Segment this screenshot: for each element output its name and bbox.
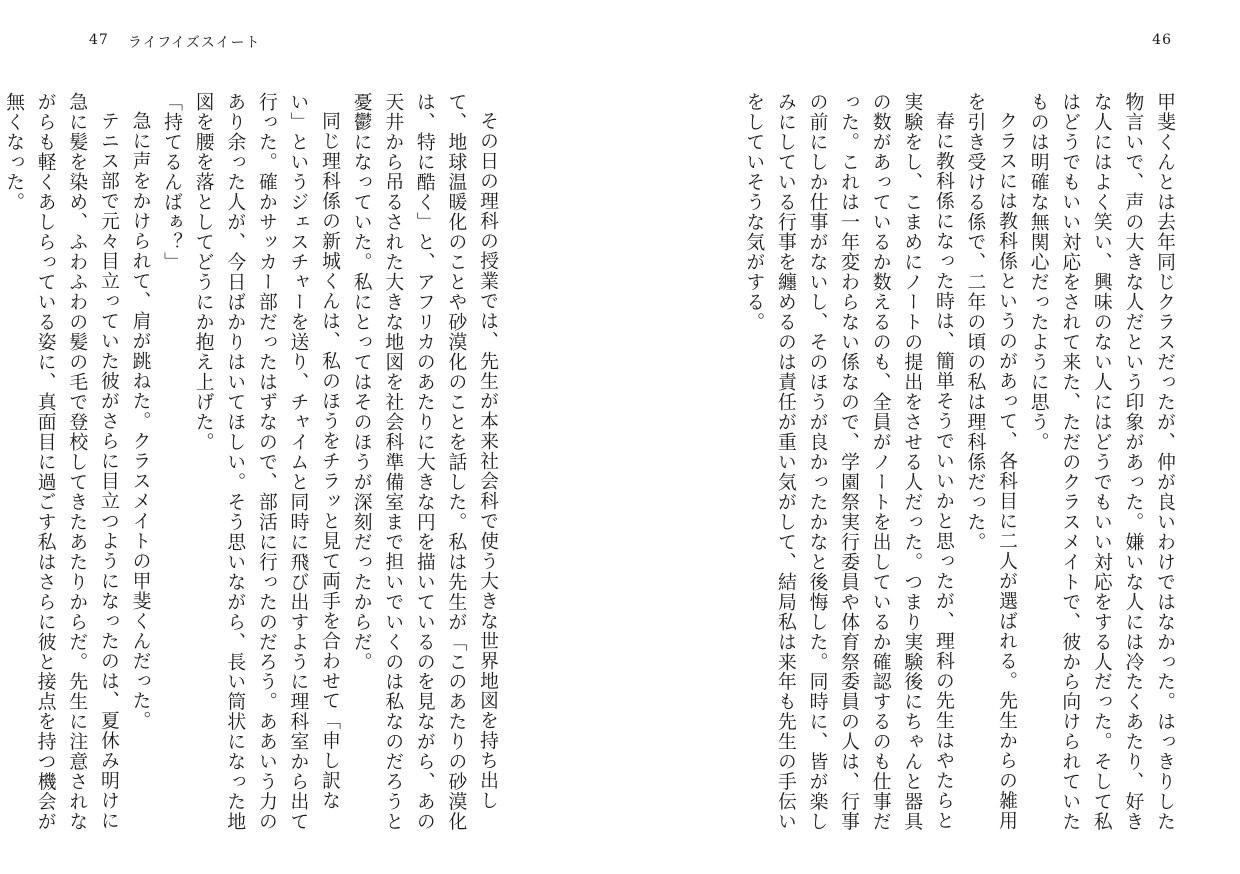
page-number-left: 47 [89,32,109,48]
right-page-text [743,92,1180,837]
paragraph: 同じ理科係の新城くんは、私のほうをチラッと見て両手を合わせて「申し訳ない」というジェスチャーを送り、チャイムと同時に飛び出すように理科室から出て行った。確かサッカー部だったはずなので、部活に行ったのだろう。ああいう力のあり余った人が、今日ばかりはいてほしい。そう思いながら、長い筒状になった地図を腰を落としてどうにか抱え上げた。 [192,92,341,832]
paragraph: 春に教科係になった時は、簡単そうでいいかと思ったが、理科の先生はやたらと実験をし、こまめにノートの提出をさせる人だった。つまり実験後にちゃんと器具の数があっているか数えるのも、全員がノートを出しているか確認するのも仕事だった。これは一年変わらない係なので、学園祭実行委員や体育祭委員の人は、行事の前にしか仕事がないし、そのほうが良かったかなと後悔した。同時に、皆が楽しみにしている行事を纏めるのは責任が重い気がして、結局私は来年も先生の手伝いをしていそうな気がする。 [743,92,954,832]
dialogue-line: 「持てるんばぁ？」 [161,92,183,272]
left-page-text [3,92,503,837]
right-page [620,0,1240,874]
paragraph: クラスには教科係というのがあって、各科目に二人が選ばれる。先生からの雑用を引き受ける係で、二年の頃の私は理科係だった。 [964,92,1018,831]
page-number-right: 46 [1152,32,1172,48]
paragraph: 急に声をかけられて、肩が跳ねた。クラスメイトの甲斐くんだった。 [129,110,151,731]
paragraph: その日の理科の授業では、先生が本来社会科で使う大きな世界地図を持ち出して、地球温暖化のことや砂漠化のことを話した。私は先生が「このあたりの砂漠化は、特に酷く」と、アフリカのあたりに大きな円を描いているのを見ながら、あの天井から吊るされた大きな地図を社会科準備室まで担いでいくのは私なのだろうと憂鬱になっていた。私にとってはそのほうが深刻だったからだ。 [350,92,498,832]
paragraph: テニス部で元々目立っていた彼がさらに目立つようになったのは、夏休み明けに急に髪を染め、ふわふわの髪の毛で登校してきたあたりからだ。先生に注意されながらも軽くあしらっている姿に、真面目に過ごす私はさらに彼と接点を持つ機会が無くなった。 [3,92,119,832]
paragraph: 甲斐くんとは去年同じクラスだったが、仲が良いわけではなかった。はっきりした物言いで、声の大きな人だという印象があった。嫌いな人には冷たくあたり、好きな人にはよく笑い、興味のない人にはどうでもいい対応をする人だった。そして私はどうでもいい対応をされて来た、ただのクラスメイトで、彼から向けられていたものは明確な無関心だったように思う。 [1027,92,1175,832]
running-title: ライフイズスイート [128,35,261,51]
